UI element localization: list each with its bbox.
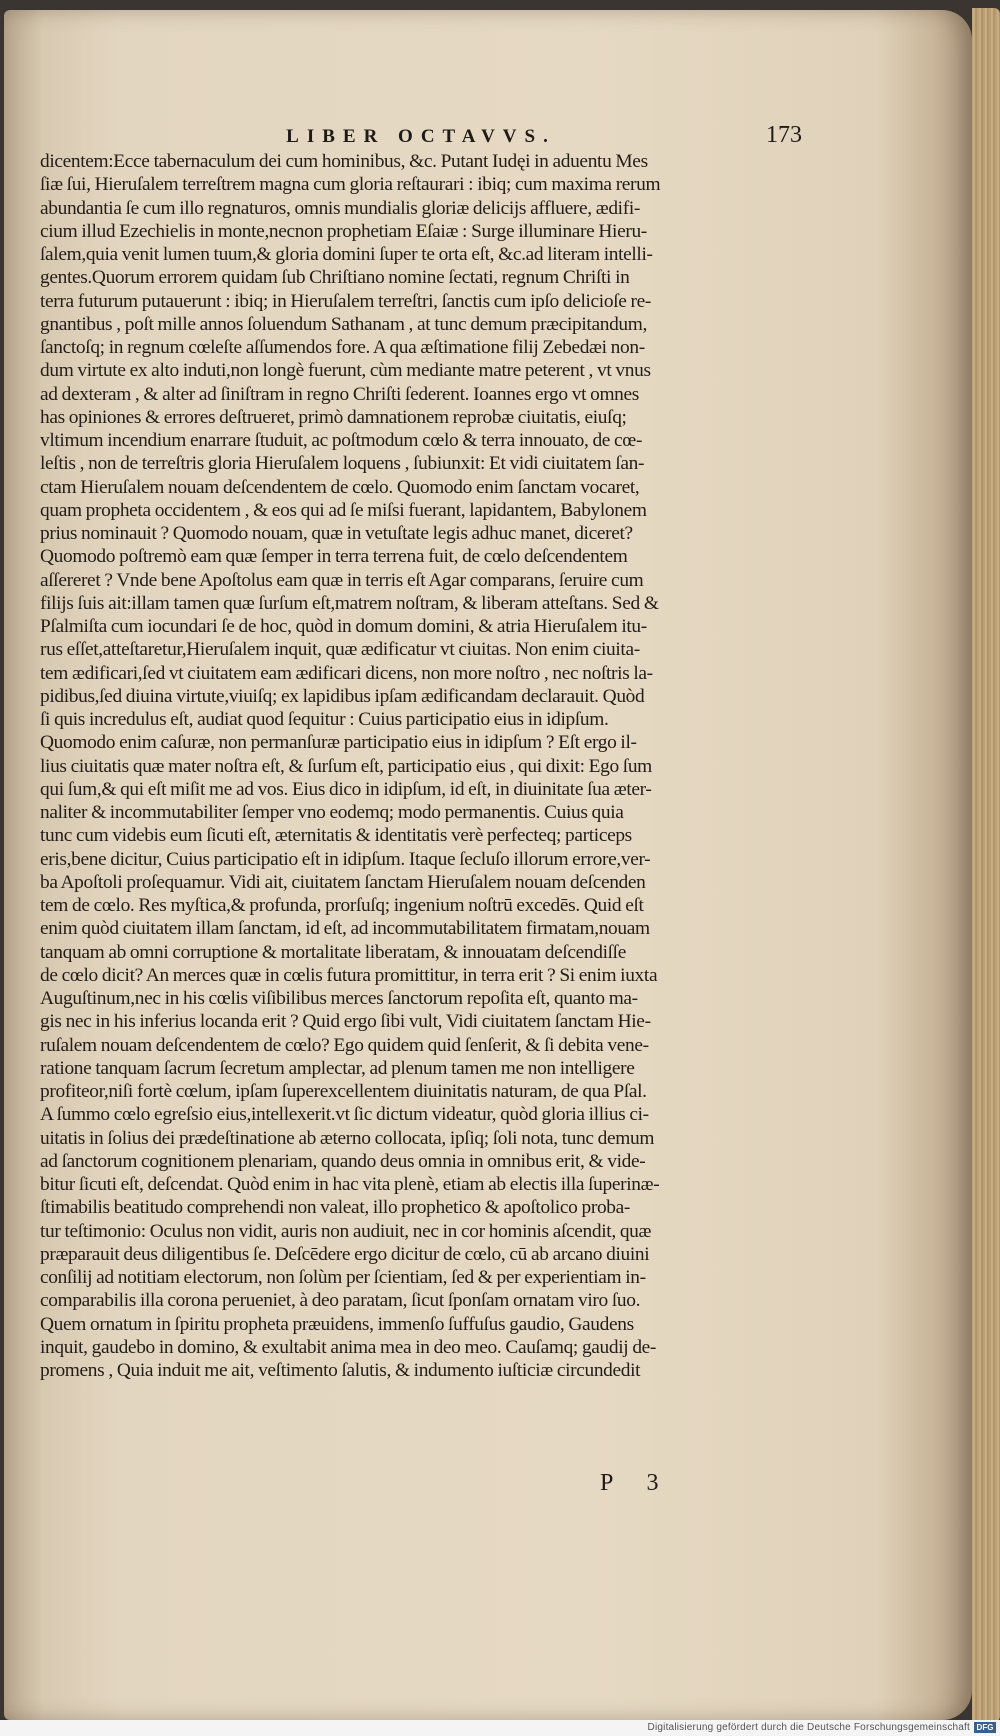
book-fore-edge — [972, 8, 1000, 1722]
text-line: filijs ſuis ait:illam tamen quæ ſurſum eſt,matrem noſtram, & liberam atteſtans. Sed & — [40, 592, 659, 614]
text-line: promens , Quia induit me ait, veſtimento ſalutis, & indumento iuſticiæ circundedit — [40, 1360, 641, 1381]
text-line: Auguſtinum,nec in his cœlis viſibilibus merces ſanctorum repoſita eſt, quanto ma- — [40, 988, 638, 1009]
text-line: cium illud Ezechielis in monte,necnon prophetiam Eſaiæ : Surge illuminare Hieru- — [40, 220, 647, 242]
text-line: naliter & incommutabiliter ſemper vno eodemq; modo permanentis. Cuius quia — [40, 802, 624, 823]
text-line: ruſalem nouam deſcendentem de cœlo? Ego quidem quid ſenſerit, & ſi debita vene- — [40, 1034, 649, 1056]
text-line: pidibus,ſed diuina virtute,viuiſq; ex lapidibus ipſam ædificandam declarauit. Quòd — [40, 685, 645, 707]
text-line: A ſummo cœlo egreſsio eius,intellexerit.vt ſic dictum videatur, quòd gloria illius ci- — [40, 1104, 649, 1126]
text-line: dicentem:Ecce tabernaculum dei cum hominibus, &c. Putant Iudęi in aduentu Mes — [40, 151, 648, 172]
running-head: LIBER OCTAVVS. — [286, 126, 556, 147]
text-line: ſi quis incredulus eſt, audiat quod ſequitur : Cuius participatio eius in idipſum. — [40, 709, 609, 730]
text-line: ſiæ ſui, Hieruſalem terreſtrem magna cum gloria reſtaurari : ibiq; cum maxima rerum — [40, 174, 661, 196]
text-line: leſtis , non de terreſtris gloria Hieruſalem loquens , ſubiunxit: Et vidi ciuitatem ſan- — [40, 453, 645, 475]
text-line: enim quòd ciuitatem illam ſanctam, id eſt, ad incommutabilitatem firmatam,nouam — [40, 918, 650, 940]
text-line: profiteor,niſi fortè cœlum, ipſam ſuperexcellentem diuinitatis naturam, de qua Pſal. — [40, 1081, 647, 1102]
text-line: tem ædificari,ſed vt ciuitatem eam ædificari dicens, non more noſtro , nec noſtris la- — [40, 662, 653, 684]
text-line: abundantia ſe cum illo regnaturos, omnis mundialis gloriæ delicijs affluere, ædifi- — [40, 197, 640, 219]
text-line: ſtimabilis beatitudo comprehendi non valeat, illo prophetico & apoſtolico proba- — [40, 1197, 630, 1219]
text-line: Quem ornatum in ſpiritu propheta præuidens, immenſo ſuffuſus gaudio, Gaudens — [40, 1313, 634, 1335]
text-line: tem de cœlo. Res myſtica,& profunda, prorſuſq; ingenium noſtrū excedēs. Quid eſt — [40, 895, 644, 916]
text-line: inquit, gaudebo in domino, & exultabit anima mea in deo meo. Cauſamq; gaudij de- — [40, 1336, 657, 1358]
text-line: tunc cum videbis eum ſicuti eſt, æternitatis & identitatis verè perfecteq; particeps — [40, 825, 632, 847]
digitization-footer — [0, 1720, 1000, 1736]
text-line: Quomodo enim caſuræ, non permanſuræ participatio eius in idipſum ? Eſt ergo il- — [40, 732, 637, 754]
text-line: eris,bene dicitur, Cuius participatio eſt in idipſum. Itaque ſecluſo illorum errore,ver- — [40, 848, 651, 870]
text-line: conſilij ad notitiam electorum, non ſolùm per ſcientiam, ſed & per experientiam in- — [40, 1267, 646, 1288]
text-line: comparabilis illa corona perueniet, à deo paratam, ſicut ſponſam ornatam viro ſuo. — [40, 1290, 641, 1312]
text-line: gentes.Quorum errorem quidam ſub Chriſtiano nomine ſectati, regnum Chriſti in — [40, 267, 630, 289]
signature-mark: P 3 — [600, 1470, 673, 1496]
text-line: has opiniones & errores deſtrueret, primò damnationem reprobæ ciuitatis, eiuſq; — [40, 406, 627, 428]
text-line: terra futurum putauerunt : ibiq; in Hieruſalem terreſtri, ſanctis cum ipſo delicioſe re- — [40, 290, 651, 312]
text-line: lius ciuitatis quæ mater noſtra eſt, & ſurſum eſt, participatio eius , qui dixit: Ego ſum — [40, 755, 652, 777]
text-line: præparauit deus diligentibus ſe. Deſcēdere ergo dicitur de cœlo, cū ab arcano diuini — [40, 1243, 650, 1265]
text-line: aſſereret ? Vnde bene Apoſtolus eam quæ in terris eſt Agar comparans, ſeruire cum — [40, 569, 644, 591]
text-line: bitur ſicuti eſt, deſcendat. Quòd enim in hac vita plenè, etiam ab electis illa ſuperinæ- — [40, 1174, 660, 1195]
text-line: Quomodo poſtremò eam quæ ſemper in terra terrena fuit, de cœlo deſcendentem — [40, 546, 628, 568]
text-line: tanquam ab omni corruptione & mortalitate liberatam, & innouatam deſcendiſſe — [40, 941, 626, 963]
text-line: ba Apoſtoli proſequamur. Vidi ait, ciuitatem ſanctam Hieruſalem nouam deſcenden — [40, 871, 646, 893]
text-line: qui ſum,& qui eſt miſit me ad vos. Eius dico in idipſum, id eſt, in diuinitate ſua æter- — [40, 778, 652, 800]
text-line: dum virtute ex alto induti,non longè fuerunt, cùm mediante matre peterent , vt vnus — [40, 360, 651, 382]
text-line: ctam Hieruſalem nouam deſcendentem de cœlo. Quomodo enim ſanctam vocaret, — [40, 476, 640, 498]
text-line: de cœlo dicit? An merces quæ in cœlis futura promittitur, in terra erit ? Si enim iuxta — [40, 964, 658, 986]
text-line: rus eſſet,atteſtaretur,Hieruſalem inquit, quæ ædificatur vt ciuitas. Non enim ciuita- — [40, 639, 640, 661]
text-line: ſanctoſq; in regnum cœleſte aſſumendos fore. A qua æſtimatione filij Zebedæi non- — [40, 337, 645, 358]
text-line: uitatis in ſolius dei prædeſtinatione ab æterno collocata, ipſiq; ſoli nota, tunc demum — [40, 1127, 655, 1149]
text-line: vltimum incendium enarrare ſtuduit, ac poſtmodum cœlo & terra innouato, de cœ- — [40, 430, 643, 451]
text-line: ſalem,quia venit lumen tuum,& gloria domini ſuper te orta eſt, &c.ad literam intelli- — [40, 244, 653, 265]
body-text — [40, 150, 806, 1382]
text-line: prius nominauit ? Quomodo nouam, quæ in vetuſtate legis adhuc manet, diceret? — [40, 523, 633, 544]
text-line: gnantibus , poſt mille annos ſoluendum Sathanam , at tunc demum præcipitandum, — [40, 313, 647, 335]
dfg-logo: DFG — [974, 1722, 996, 1733]
folio-number: 173 — [766, 122, 802, 148]
text-line: ad ſanctorum cognitionem plenariam, quando deus omnia in omnibus erit, & vide- — [40, 1150, 646, 1172]
text-line: quam propheta occidentem , & eos qui ad ſe miſsi fuerant, lapidantem, Babylonem — [40, 499, 647, 521]
text-line: ratione tanquam ſacrum ſecretum amplectar, ad plenum tamen me non intelligere — [40, 1057, 635, 1079]
text-line: ad dexteram , & alter ad ſiniſtram in regno Chriſti ſederent. Ioannes ergo vt omnes — [40, 383, 639, 405]
text-line: Pſalmiſta cum iocundari ſe de hoc, quòd in domum domini, & atria Hieruſalem itu- — [40, 616, 647, 637]
text-line: gis nec in his inferius locanda erit ? Quid ergo ſibi vult, Vidi ciuitatem ſanctam Hie- — [40, 1011, 651, 1033]
footer-credit: Digitalisierung gefördert durch die Deutsche Forschungsgemeinschaft — [647, 1722, 970, 1733]
text-line: tur teſtimonio: Oculus non vidit, auris non audiuit, nec in cor hominis aſcendit, quæ — [40, 1220, 652, 1242]
